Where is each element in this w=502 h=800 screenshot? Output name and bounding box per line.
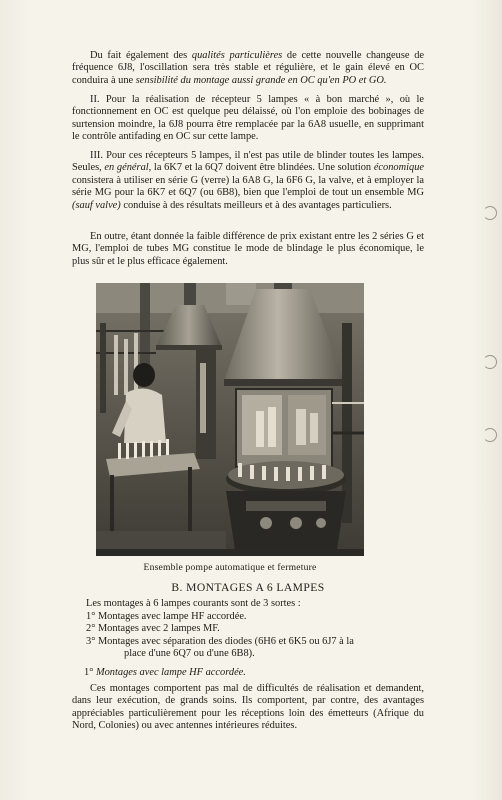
italic-run: économique: [373, 162, 425, 174]
text-run: conduise à des résultats meilleurs et à des avantages particuliers.: [120, 199, 392, 211]
punch-hole-mark: [483, 355, 497, 369]
text-run: , la 6K7 et la 6Q7 doivent être blindées. Une solution: [148, 162, 374, 174]
text-run: III. Pour ces récepteurs 5 lampes, il n'est pas utile de blinder toutes les lampes. Seules,: [72, 150, 424, 174]
paragraph-4: [72, 231, 424, 268]
photo-caption: Ensemble pompe automatique et fermeture: [143, 562, 317, 573]
punch-hole-mark: [483, 428, 497, 442]
paragraph-5-text: Ces montages comportent pas mal de difficultés de réalisation et demandent, dans leur exécution, de grands soins. Ils comportent, par contre, des avantages appréciables particulièrement pour les réceptions loin des émetteurs (Afrique du Nord, Colonies) ou avec antennes intérieures réduites.: [72, 683, 424, 732]
paragraph-2-text: II. Pour la réalisation de récepteur 5 lampes « à bon marché », où le fonctionnement en OC est quelque peu délaissé, où l'on emploie des bobinages de surtension moindre, la 6J8 pourra être remplacée par la 6A8 usuelle, en supprimant le contrôle antifading en OC sur cette lampe.: [72, 94, 424, 143]
paragraph-3: [72, 150, 424, 212]
subsection-title-text: Montages avec lampe HF accordée.: [95, 667, 246, 678]
text-run: de cette nouvelle changeuse de fréquence 6J8, l'oscillation sera très stable et régulière, et le gain élevé en OC conduira à une: [72, 50, 425, 86]
list-intro: Les montages à 6 lampes courants sont de 3 sortes :: [86, 598, 301, 609]
photo-illustration: [96, 283, 364, 556]
list-item-continuation: place d'une 6Q7 ou d'une 6B8).: [124, 648, 255, 660]
section-heading: B. MONTAGES A 6 LAMPES: [171, 581, 325, 594]
paragraph-4-text: En outre, étant donnée la faible différence de prix existant entre les 2 séries G et MG, l'emploi de tubes MG constitue le mode de blindage le plus économique, le plus sûr et le plus efficace également.: [72, 231, 424, 267]
italic-run: qualités particulières: [191, 50, 283, 61]
text-run: Du fait également des: [90, 50, 192, 61]
italic-run: en général: [104, 162, 149, 174]
subsection-number: 1°: [84, 667, 96, 678]
paragraph-2: [72, 94, 424, 144]
text-run: consistera à utiliser en série G (verre) la 6A8 G, la 6F6 G, la valve, et à employer la série MG pour la 6K7 et 6Q7 (ou 6B8), bien que l'emploi de tout un ensemble MG: [72, 174, 424, 199]
factory-photo: [96, 283, 364, 556]
list-item: 1° Montages avec lampe HF accordée.: [86, 610, 247, 622]
italic-run: sensibilité du montage aussi grande en OC qu'en PO et GO.: [135, 74, 387, 86]
montage-list: [84, 598, 424, 661]
paragraph-1: [72, 50, 424, 87]
italic-run: (sauf valve): [72, 199, 121, 211]
paragraph-5: [72, 683, 424, 733]
list-item: 3° Montages avec séparation des diodes (6H6 et 6K5 ou 6J7 à la: [86, 635, 354, 647]
subsection-title: [84, 667, 424, 679]
punch-hole-mark: [483, 206, 497, 220]
list-item: 2° Montages avec 2 lampes MF.: [86, 623, 220, 635]
